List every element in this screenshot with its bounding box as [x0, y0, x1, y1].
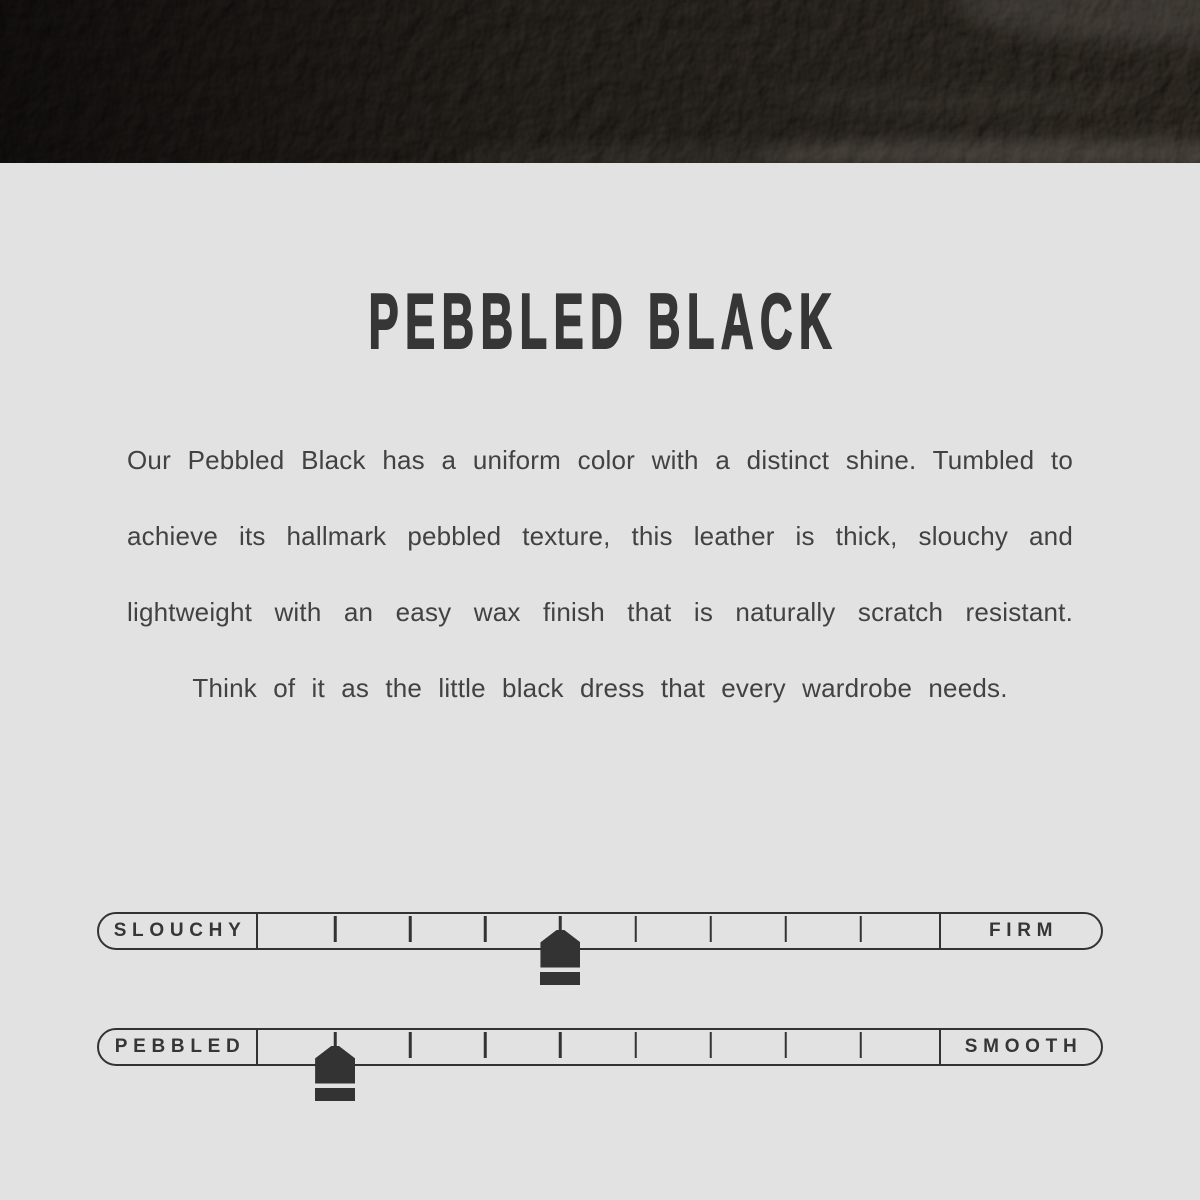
tick-mark [785, 1032, 788, 1058]
tick-mark [709, 1032, 712, 1058]
tick-mark [484, 1032, 487, 1058]
description-line: achieve its hallmark pebbled texture, this leather is thick, slouchy and [127, 521, 1073, 551]
product-description [127, 422, 1073, 726]
tick-mark [709, 916, 712, 942]
tick-mark [860, 916, 863, 942]
tick-mark [409, 916, 412, 942]
tick-mark [634, 1032, 637, 1058]
scale-track [260, 914, 936, 948]
page-title: PEBBLED BLACK [368, 277, 838, 365]
scale-marker [315, 1046, 355, 1101]
marker-base [315, 1088, 355, 1101]
scale-track [260, 1030, 936, 1064]
tick-mark [559, 1032, 562, 1058]
tick-mark [860, 1032, 863, 1058]
marker-nib-icon [540, 930, 580, 968]
tick-mark [334, 916, 337, 942]
description-line: lightweight with an easy wax finish that is naturally scratch resistant. [127, 597, 1073, 627]
tick-mark [484, 916, 487, 942]
marker-nib-icon [315, 1046, 355, 1084]
description-line: Our Pebbled Black has a uniform color with a distinct shine. Tumbled to [127, 445, 1073, 475]
scale-marker [540, 930, 580, 985]
scale-right-label: SMOOTH [939, 1030, 1102, 1064]
marker-base [540, 972, 580, 985]
tick-mark [634, 916, 637, 942]
description-line: Think of it as the little black dress that every wardrobe needs. [192, 673, 1008, 703]
scale-left-label: SLOUCHY [99, 914, 258, 948]
scale-right-label: FIRM [939, 914, 1102, 948]
tick-mark [785, 916, 788, 942]
pebbled-smooth-scale [97, 1028, 1103, 1066]
leather-texture-image [0, 0, 1200, 163]
tick-mark [409, 1032, 412, 1058]
slouchy-firm-scale [97, 912, 1103, 950]
scale-left-label: PEBBLED [99, 1030, 258, 1064]
